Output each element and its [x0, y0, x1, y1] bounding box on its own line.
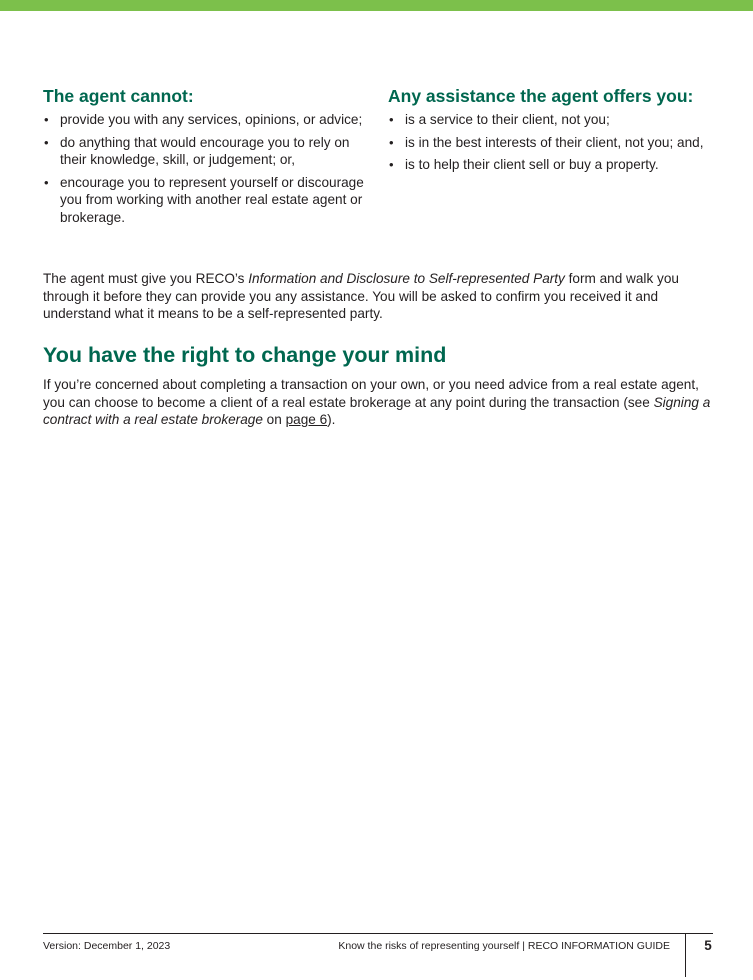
contract-reference-title: Signing a contract with a real estate brokerage	[43, 394, 711, 427]
list-item: • do anything that would encourage you to rely on their knowledge, skill, or judgement; or,	[43, 134, 373, 169]
list-item: • provide you with any services, opinions, or advice;	[43, 111, 373, 129]
list-item: • is to help their client sell or buy a property.	[388, 156, 713, 174]
page-number: 5	[704, 938, 712, 953]
list-item: • is in the best interests of their client, not you; and,	[388, 134, 713, 152]
disclosure-form-name: Information and Disclosure to Self-represented Party	[248, 271, 565, 286]
agent-cannot-heading: The agent cannot:	[43, 86, 194, 106]
agent-assistance-list	[388, 111, 713, 174]
change-mind-text-before: If you’re concerned about completing a transaction on your own, or you need advice from a real estate agent, you can choose to become a client of a real estate brokerage at any point during the transaction (see	[43, 377, 699, 410]
agent-cannot-list	[43, 111, 373, 226]
list-item: • is a service to their client, not you;	[388, 111, 713, 129]
footer-version: Version: December 1, 2023	[43, 940, 171, 952]
two-column-section	[43, 85, 713, 231]
top-accent-bar	[0, 0, 753, 11]
list-item: • encourage you to represent yourself or discourage you from working with another real estate agent or brokerage.	[43, 174, 373, 227]
change-mind-text-after: ).	[327, 412, 336, 427]
change-mind-heading: You have the right to change your mind	[43, 343, 447, 367]
change-mind-paragraph	[43, 376, 715, 429]
disclosure-text-after: form and walk you through it before they can provide you any assistance. You will be asked to confirm you received it and understand what it means to be a self-represented party.	[43, 271, 679, 321]
change-mind-text-mid: on	[262, 412, 286, 427]
agent-assistance-column	[388, 85, 713, 231]
footer-rule	[43, 933, 713, 934]
footer-guide-title: Know the risks of representing yourself | RECO INFORMATION GUIDE	[338, 940, 670, 952]
agent-assistance-heading: Any assistance the agent offers you:	[388, 86, 694, 106]
disclosure-paragraph	[43, 270, 715, 323]
page-6-link[interactable]: page 6	[285, 412, 328, 427]
disclosure-text-before: The agent must give you RECO’s	[43, 271, 249, 286]
agent-cannot-column	[43, 85, 373, 231]
footer-divider	[685, 933, 686, 977]
